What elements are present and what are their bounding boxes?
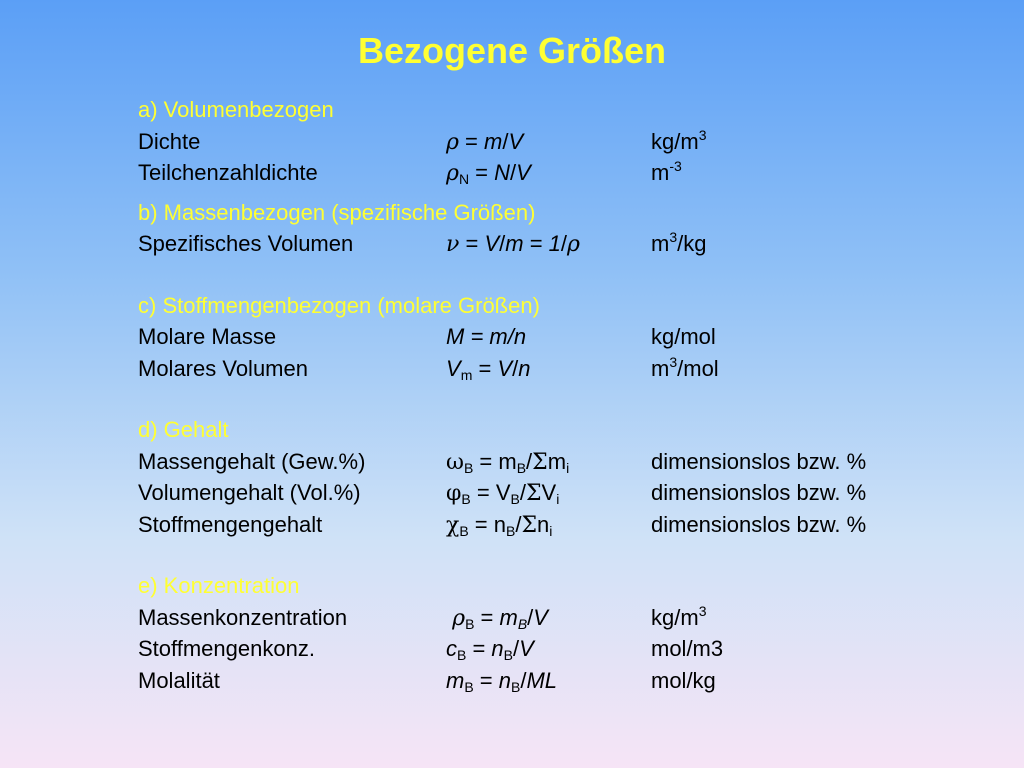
section-gehalt — [138, 414, 998, 540]
section-massenbezogen — [138, 197, 998, 260]
table-row — [138, 353, 998, 385]
quantity-name: Stoffmengenkonz. — [138, 636, 315, 661]
table-row — [138, 633, 998, 665]
unit: dimensionslos bzw. % — [651, 448, 867, 474]
formula: $\chi_B = n_B/\Sigma n_i$ — [446, 511, 553, 539]
unit: kg/mol — [651, 324, 716, 349]
section-heading: e) Konzentration — [138, 573, 300, 598]
table-row — [138, 477, 998, 509]
formula: $\rho_B = m_B/V$ — [452, 604, 548, 632]
formula: $m_B = n_B/ML$ — [446, 667, 558, 695]
section-volumenbezogen — [138, 94, 998, 189]
quantity-name: Massenkonzentration — [138, 604, 348, 630]
formula: ρ = m/V — [446, 128, 524, 155]
formula: $\omega_B = m_B/\Sigma m_i$ — [446, 448, 570, 476]
content-table — [138, 94, 998, 696]
unit: mol/kg — [651, 667, 716, 693]
quantity-name: Stoffmengengehalt — [138, 511, 323, 537]
quantity-name: Spezifisches Volumen — [138, 231, 354, 256]
table-row — [138, 665, 998, 697]
formula: $V_m = V/n$ — [446, 355, 531, 383]
unit: $kg/m^3$ — [651, 126, 707, 154]
section-heading: c) Stoffmengenbezogen (molare Größen) — [138, 292, 540, 318]
table-row — [138, 446, 998, 478]
section-heading: a) Volumenbezogen — [138, 97, 334, 122]
unit: $m^3$/mol — [651, 353, 719, 381]
formula: M = m/n — [446, 324, 527, 349]
unit: mol/m3 — [651, 636, 724, 661]
formula: $\rho_N = N/V$ — [446, 160, 531, 187]
unit: dimensionslos bzw. % — [651, 480, 867, 505]
quantity-name: Dichte — [138, 128, 201, 154]
formula: $\varphi_B = V_B/\Sigma V_i$ — [446, 480, 560, 507]
formula: ν = V/m = 1/ρ — [446, 231, 580, 257]
table-row — [138, 157, 998, 189]
unit: $kg/m^3$ — [651, 602, 707, 630]
quantity-name: Molares Volumen — [138, 355, 308, 381]
table-row — [138, 228, 998, 260]
table-row — [138, 509, 998, 541]
quantity-name: Teilchenzahldichte — [138, 160, 318, 185]
section-konzentration — [138, 570, 998, 696]
unit: $m^3/kg$ — [651, 229, 707, 256]
table-row — [138, 126, 998, 158]
section-heading: b) Massenbezogen (spezifische Größen) — [138, 199, 536, 225]
section-heading: d) Gehalt — [138, 417, 229, 442]
quantity-name: Volumengehalt (Vol.%) — [138, 480, 361, 505]
page-title: Bezogene Größen — [357, 30, 667, 71]
formula: $c_B = n_B/V$ — [446, 636, 534, 663]
table-row — [138, 602, 998, 634]
unit: $m^{-3}$ — [651, 158, 682, 185]
unit: dimensionslos bzw. % — [651, 511, 867, 537]
quantity-name: Molalität — [138, 667, 220, 693]
section-stoffmengenbezogen — [138, 290, 998, 385]
quantity-name: Molare Masse — [138, 324, 277, 349]
table-row — [138, 321, 998, 353]
quantity-name: Massengehalt (Gew.%) — [138, 448, 366, 474]
